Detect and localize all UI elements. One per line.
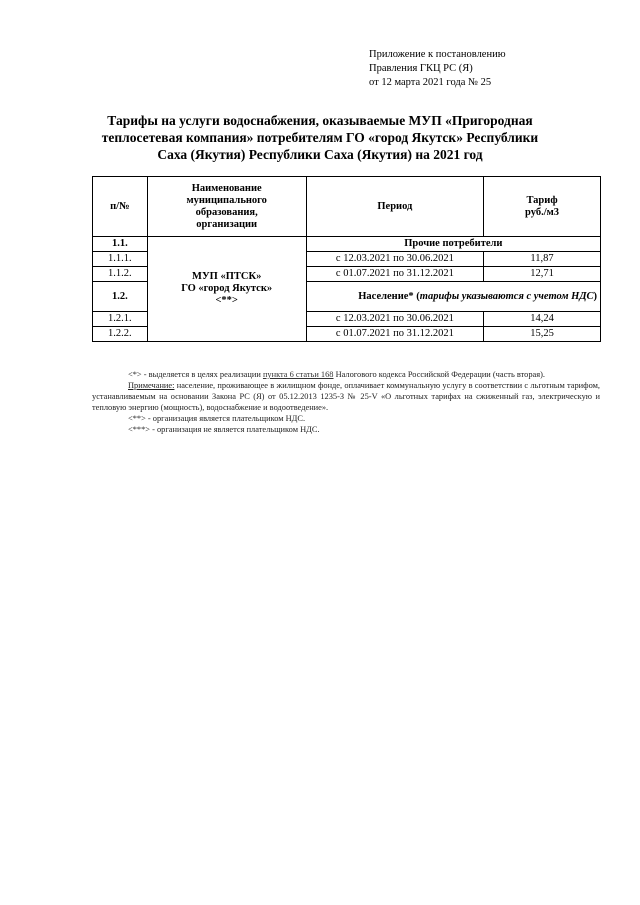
footnote-vat-allocated xyxy=(92,369,600,380)
org-name-line-3: <**> xyxy=(215,295,238,306)
footnotes xyxy=(92,369,600,435)
row-tariff: 11,87 xyxy=(484,252,601,267)
row-period: с 01.07.2021 по 31.12.2021 xyxy=(306,267,483,282)
table-row xyxy=(93,237,601,252)
org-name-line-1: МУП «ПТСК» xyxy=(192,271,262,282)
row-tariff: 15,25 xyxy=(484,327,601,342)
row-period: с 12.03.2021 по 30.06.2021 xyxy=(306,252,483,267)
footnote-vat-payer: <**> - организация является плательщиком НДС. xyxy=(128,414,306,423)
row-period: с 12.03.2021 по 30.06.2021 xyxy=(306,312,483,327)
header-org-line-4: организации xyxy=(196,218,258,230)
population-label-italic: тарифы указываются с учетом НДС xyxy=(419,290,594,302)
row-num: 1.1. xyxy=(93,237,148,252)
organization-cell xyxy=(147,237,306,342)
header-tariff-line-1: Тариф xyxy=(526,194,558,206)
footnote-remark xyxy=(92,380,600,413)
table-header-row xyxy=(93,177,601,237)
header-tariff-line-2: руб./м3 xyxy=(525,206,560,218)
population-label-end: ) xyxy=(593,290,597,302)
row-num: 1.2. xyxy=(93,282,148,312)
appendix-line-2: Правления ГКЦ РС (Я) xyxy=(369,63,473,74)
footnote-1-prefix: <*> - выделяется в целях реализации xyxy=(128,370,263,379)
appendix-line-1: Приложение к постановлению xyxy=(369,49,506,60)
title-line-2: теплосетевая компания» потребителям ГО «город Якутск» Республики xyxy=(101,130,539,145)
footnote-not-vat-payer: <***> - организация не является плательщиком НДС. xyxy=(128,425,320,434)
title-line-1: Тарифы на услуги водоснабжения, оказываемые МУП «Пригородная xyxy=(107,113,533,128)
header-tariff xyxy=(484,177,601,237)
header-org-line-1: Наименование xyxy=(191,182,262,194)
row-period: с 01.07.2021 по 31.12.2021 xyxy=(306,327,483,342)
appendix-line-3: от 12 марта 2021 года № 25 xyxy=(369,77,492,88)
group-label-other-consumers: Прочие потребители xyxy=(306,237,600,252)
title-line-3: Саха (Якутия) Республики Саха (Якутия) на 2021 год xyxy=(157,147,483,162)
document-title xyxy=(80,112,560,163)
population-label-start: Население* ( xyxy=(358,290,420,302)
header-num: п/№ xyxy=(93,177,148,237)
footnote-1-suffix: Налогового кодекса Российской Федерации (часть вторая). xyxy=(333,370,546,379)
row-num: 1.2.2. xyxy=(93,327,148,342)
row-tariff: 12,71 xyxy=(484,267,601,282)
header-period: Период xyxy=(306,177,483,237)
row-tariff: 14,24 xyxy=(484,312,601,327)
remark-text: население, проживающее в жилищном фонде, оплачивает коммунальную услугу в соответствии с льготным тарифом, устанавливаемым на основании Закона РС (Я) от 05.12.2013 1235-З № 25-V «О льготных тарифах на сжиженный газ, электрическую и тепловую энергию (мощность), водоснабжение и водоотведение». xyxy=(92,381,600,412)
row-num: 1.1.1. xyxy=(93,252,148,267)
remark-label: Примечание: xyxy=(128,381,175,390)
tariff-table xyxy=(92,176,601,342)
row-num: 1.1.2. xyxy=(93,267,148,282)
tax-code-link[interactable]: пункта 6 статьи 168 xyxy=(262,370,334,379)
group-label-population xyxy=(306,282,600,312)
org-name-line-2: ГО «город Якутск» xyxy=(181,283,273,294)
header-org-line-2: муниципального xyxy=(186,194,267,206)
header-organization xyxy=(147,177,306,237)
row-num: 1.2.1. xyxy=(93,312,148,327)
appendix-header xyxy=(369,48,506,90)
header-org-line-3: образования, xyxy=(195,206,258,218)
